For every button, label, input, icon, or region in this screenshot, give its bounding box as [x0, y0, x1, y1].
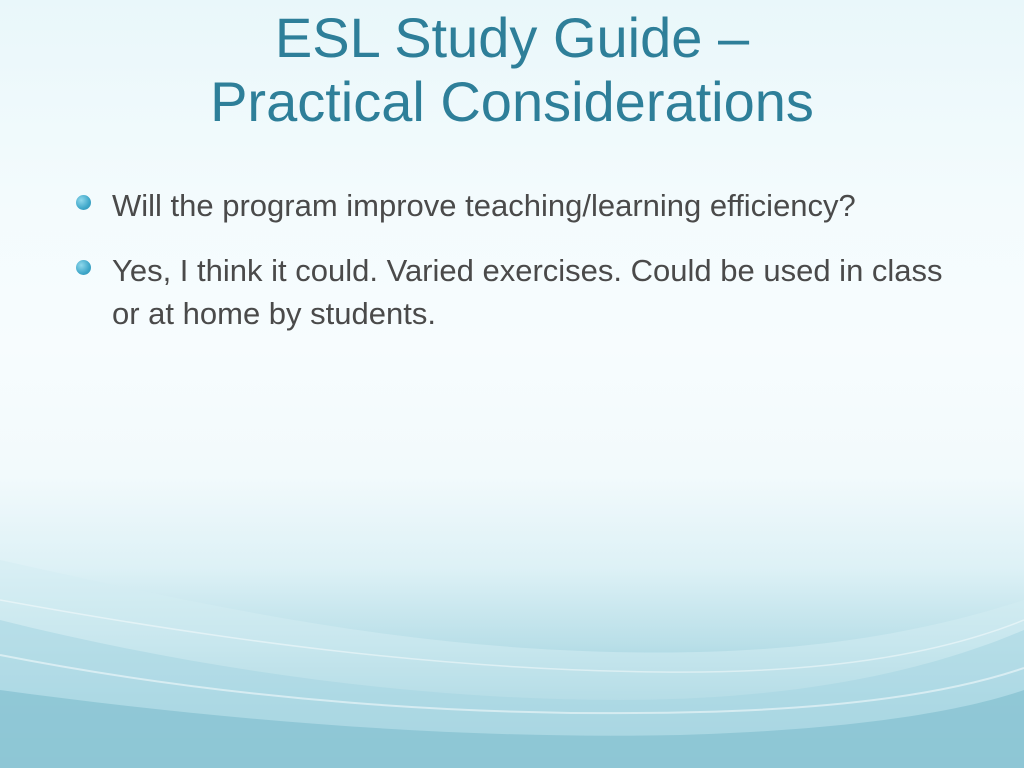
bullet-dot-icon — [76, 195, 91, 210]
slide-title-line-2: Practical Considerations — [210, 70, 814, 133]
slide-title — [0, 6, 1024, 134]
bullet-text: Yes, I think it could. Varied exercises. Could be used in class or at home by students. — [112, 253, 943, 331]
bullet-text: Will the program improve teaching/learning efficiency? — [112, 188, 856, 223]
bullet-item — [74, 249, 974, 335]
bullet-list — [74, 184, 974, 357]
bullet-dot-icon — [76, 260, 91, 275]
bullet-item — [74, 184, 974, 227]
slide-title-line-1: ESL Study Guide – — [274, 6, 750, 69]
